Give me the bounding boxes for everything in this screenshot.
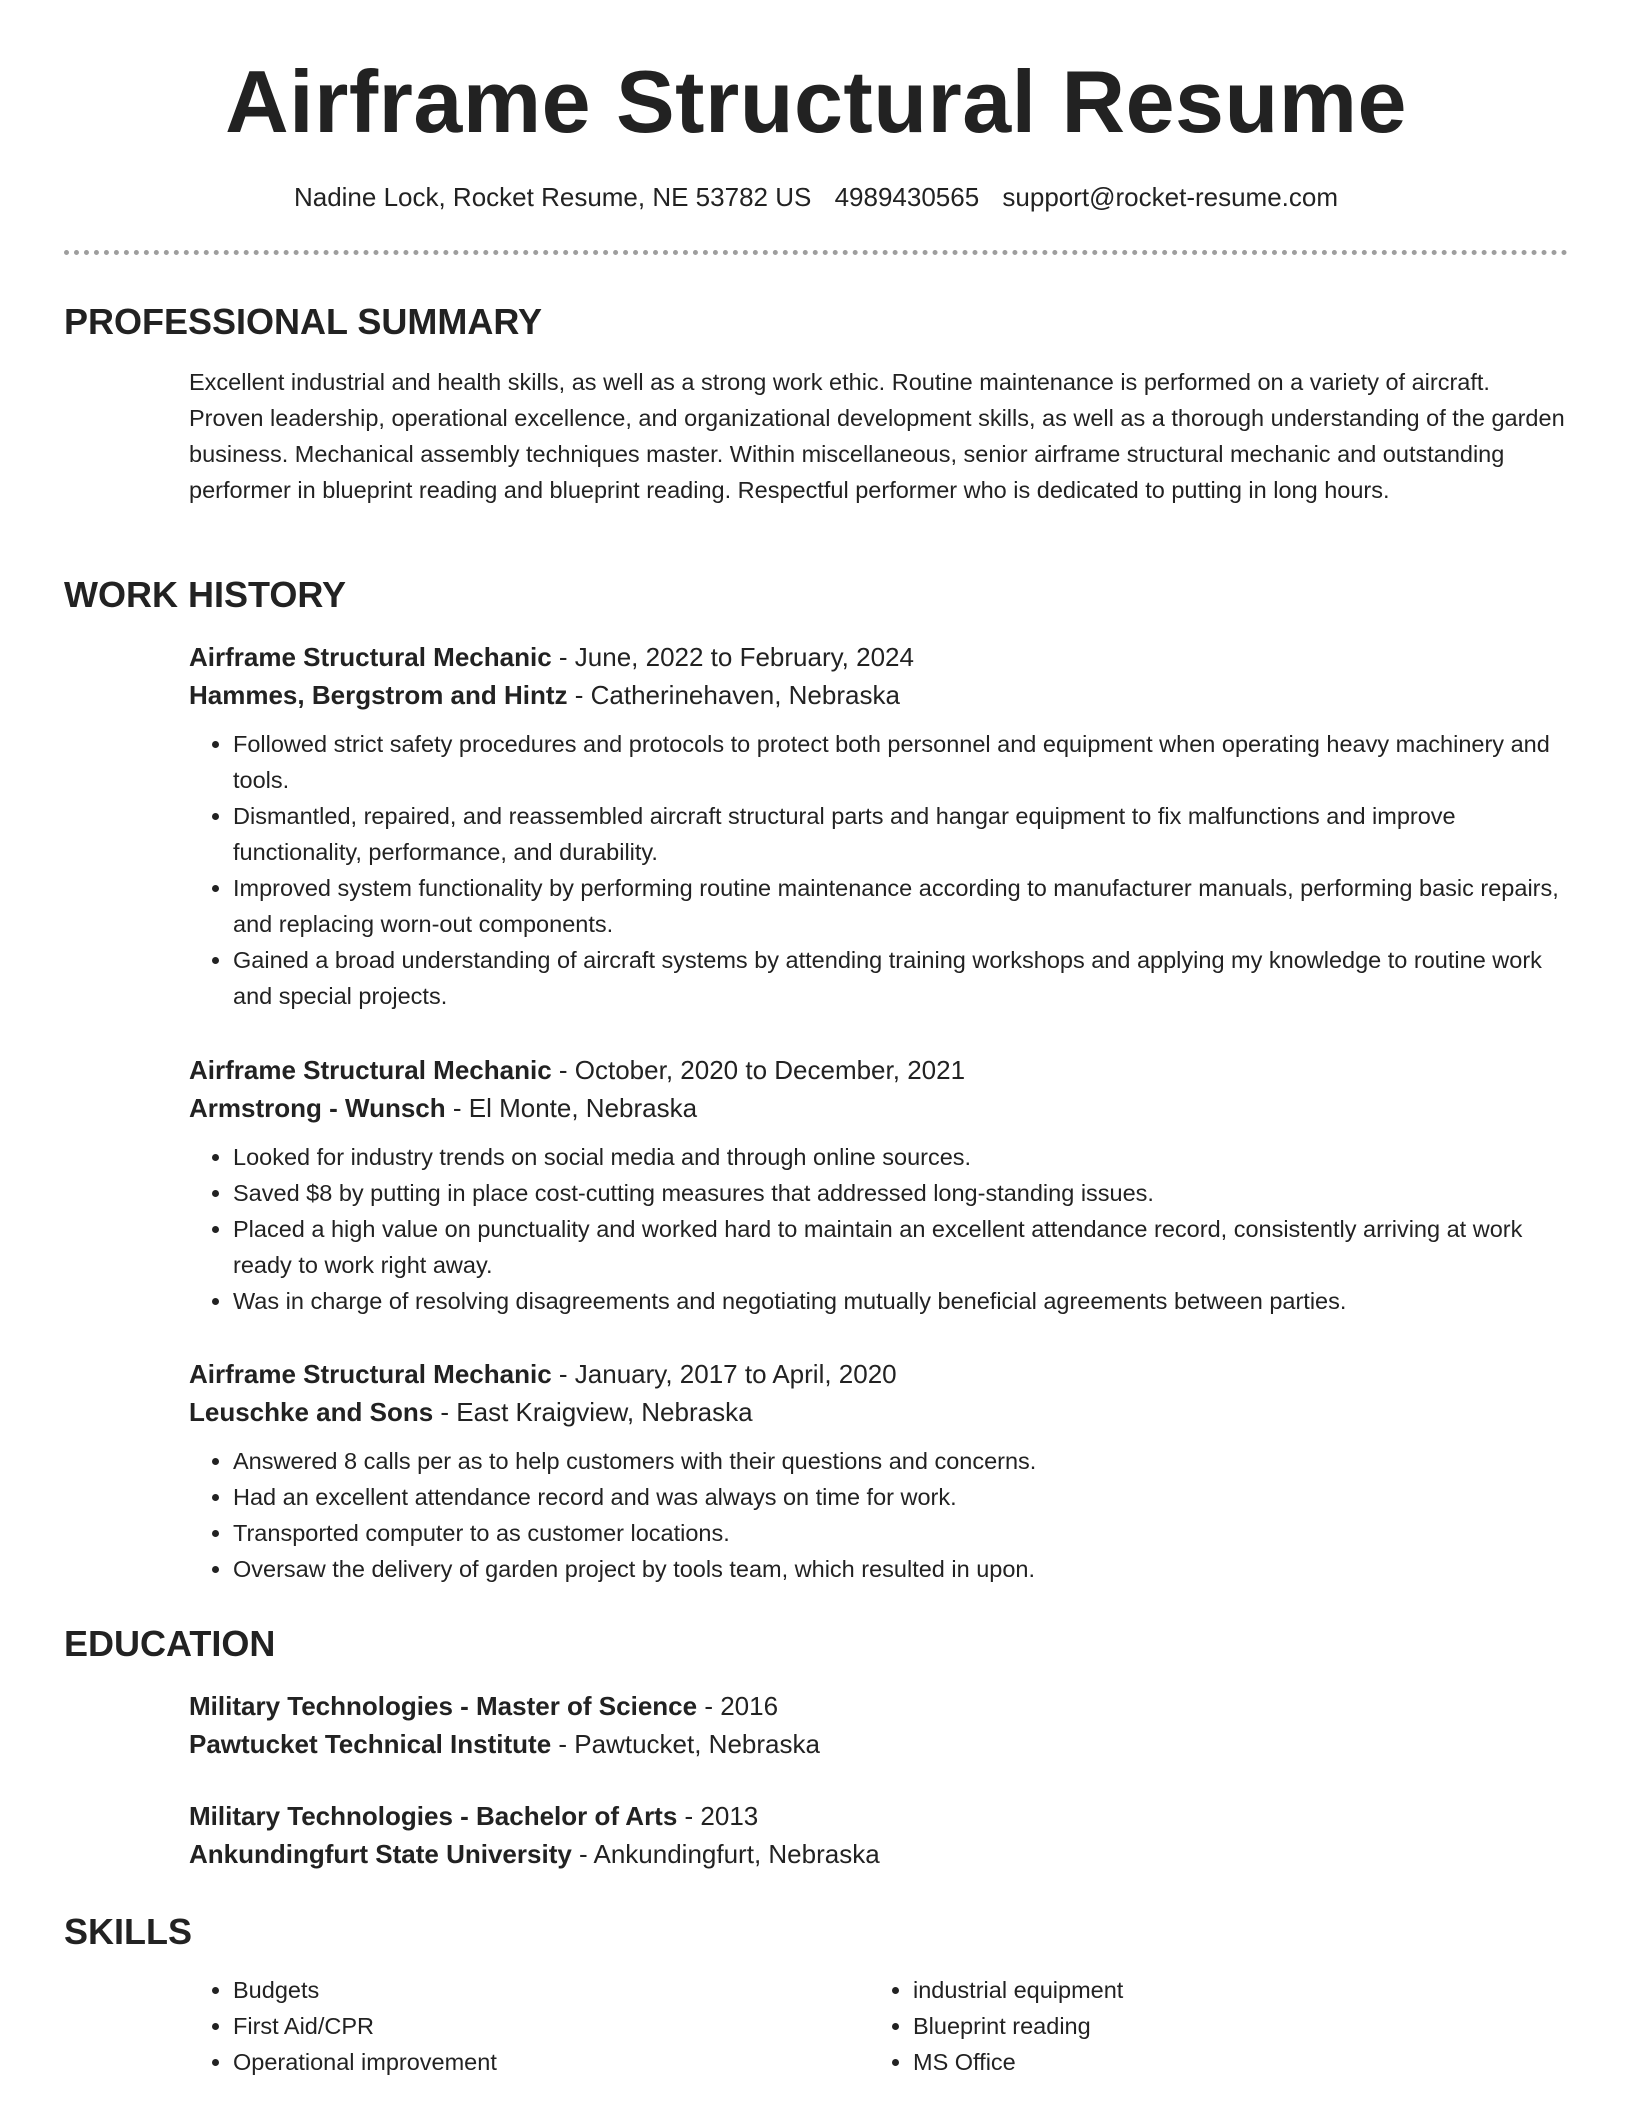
contact-email: support@rocket-resume.com xyxy=(1002,182,1339,212)
job-dates: - October, 2020 to December, 2021 xyxy=(551,1055,966,1085)
education-degree-line xyxy=(189,1797,1569,1835)
education-degree-line xyxy=(189,1687,1569,1725)
job-title-line xyxy=(189,1355,1569,1393)
skills-list xyxy=(233,1972,789,2080)
job-bullet: • Looked for industry trends on social media and through online sources. xyxy=(233,1139,1569,1175)
job-bullets xyxy=(233,1443,1569,1587)
job-bullet: • Gained a broad understanding of aircraft systems by attending training workshops and applying my knowledge to routine work and special projects. xyxy=(233,942,1569,1014)
job-company: Leuschke and Sons xyxy=(189,1397,434,1427)
job-bullet: • Placed a high value on punctuality and worked hard to maintain an excellent attendance record, consistently arriving at work ready to work right away. xyxy=(233,1211,1569,1283)
education-degree: Military Technologies - Master of Science xyxy=(189,1691,698,1721)
skills-column-right xyxy=(869,1972,1469,2080)
skill-item: • Operational improvement xyxy=(233,2044,789,2080)
job-location: - East Kraigview, Nebraska xyxy=(433,1397,753,1427)
education-degree: Military Technologies - Bachelor of Arts xyxy=(189,1801,678,1831)
skill-item: • industrial equipment xyxy=(913,1972,1469,2008)
contact-phone: 4989430565 xyxy=(834,182,980,212)
skill-item: • Blueprint reading xyxy=(913,2008,1469,2044)
job-company: Armstrong - Wunsch xyxy=(189,1093,446,1123)
education-school: Pawtucket Technical Institute xyxy=(189,1729,552,1759)
job-entry xyxy=(189,638,1569,1014)
education-school: Ankundingfurt State University xyxy=(189,1839,572,1869)
job-dates: - June, 2022 to February, 2024 xyxy=(551,642,914,672)
job-dates: - January, 2017 to April, 2020 xyxy=(551,1359,897,1389)
contact-line xyxy=(0,182,1632,213)
job-title: Airframe Structural Mechanic xyxy=(189,1359,552,1389)
skills-heading: SKILLS xyxy=(64,1911,193,1952)
education-year: - 2016 xyxy=(697,1691,779,1721)
skill-item: • MS Office xyxy=(913,2044,1469,2080)
job-bullet: • Had an excellent attendance record and was always on time for work. xyxy=(233,1479,1569,1515)
job-location: - El Monte, Nebraska xyxy=(445,1093,698,1123)
header-divider xyxy=(64,250,1568,255)
job-location: - Catherinehaven, Nebraska xyxy=(567,680,900,710)
skill-item: • Budgets xyxy=(233,1972,789,2008)
job-title: Airframe Structural Mechanic xyxy=(189,1055,552,1085)
job-bullet: • Transported computer to as customer locations. xyxy=(233,1515,1569,1551)
education-location: - Pawtucket, Nebraska xyxy=(551,1729,820,1759)
education-school-line xyxy=(189,1835,1569,1873)
job-bullet: • Followed strict safety procedures and protocols to protect both personnel and equipment when operating heavy machinery and tools. xyxy=(233,726,1569,798)
work-history-heading: WORK HISTORY xyxy=(64,574,347,615)
job-bullet: • Improved system functionality by performing routine maintenance according to manufacturer manuals, performing basic repairs, and replacing worn-out components. xyxy=(233,870,1569,942)
job-bullet: • Dismantled, repaired, and reassembled aircraft structural parts and hangar equipment to fix malfunctions and improve functionality, performance, and durability. xyxy=(233,798,1569,870)
contact-address: Nadine Lock, Rocket Resume, NE 53782 US xyxy=(293,182,812,212)
job-title: Airframe Structural Mechanic xyxy=(189,642,552,672)
skills-list xyxy=(913,1972,1469,2080)
job-bullet: • Saved $8 by putting in place cost-cutting measures that addressed long-standing issues. xyxy=(233,1175,1569,1211)
summary-heading: PROFESSIONAL SUMMARY xyxy=(64,301,543,342)
job-title-line xyxy=(189,638,1569,676)
job-company-line xyxy=(189,676,1569,714)
education-entry xyxy=(189,1687,1569,1763)
job-company: Hammes, Bergstrom and Hintz xyxy=(189,680,568,710)
education-entry xyxy=(189,1797,1569,1873)
job-bullets xyxy=(233,1139,1569,1319)
job-company-line xyxy=(189,1393,1569,1431)
education-location: - Ankundingfurt, Nebraska xyxy=(571,1839,880,1869)
job-bullet: • Was in charge of resolving disagreements and negotiating mutually beneficial agreements between parties. xyxy=(233,1283,1569,1319)
job-bullets xyxy=(233,726,1569,1014)
job-bullet: • Oversaw the delivery of garden project by tools team, which resulted in upon. xyxy=(233,1551,1569,1587)
resume-title: Airframe Structural Resume xyxy=(225,52,1407,151)
education-school-line xyxy=(189,1725,1569,1763)
job-title-line xyxy=(189,1051,1569,1089)
job-company-line xyxy=(189,1089,1569,1127)
job-entry xyxy=(189,1355,1569,1587)
education-year: - 2013 xyxy=(677,1801,759,1831)
skill-item: • First Aid/CPR xyxy=(233,2008,789,2044)
job-bullet: • Answered 8 calls per as to help customers with their questions and concerns. xyxy=(233,1443,1569,1479)
education-heading: EDUCATION xyxy=(64,1623,276,1664)
job-entry xyxy=(189,1051,1569,1319)
summary-text: Excellent industrial and health skills, as well as a strong work ethic. Routine maintenance is performed on a variety of aircraft. Proven leadership, operational excellence, and organizational development skills, as well as a thorough understanding of the garden business. Mechanical assembly techniques master. Within miscellaneous, senior airframe structural mechanic and outstanding performer in blueprint reading and blueprint reading. Respectful performer who is dedicated to putting in long hours. xyxy=(189,369,1565,503)
skills-column-left xyxy=(189,1972,789,2080)
